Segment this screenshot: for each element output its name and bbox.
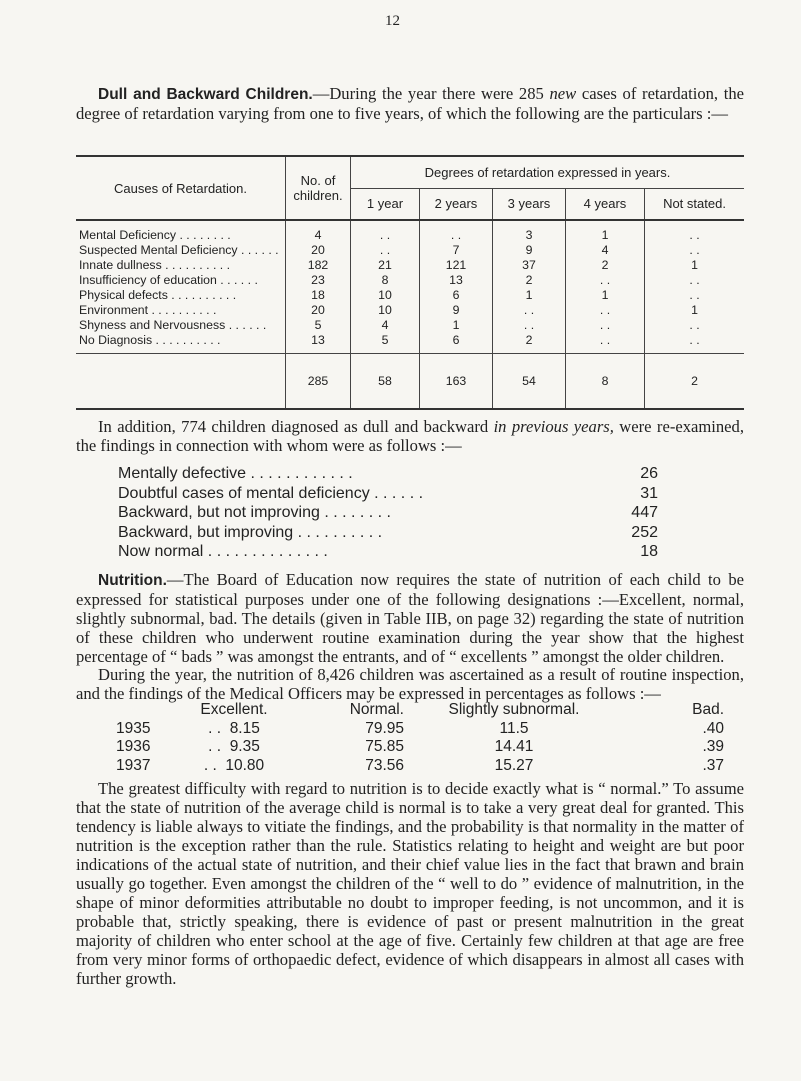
col-degrees: Degrees of retardation expressed in years. [351, 156, 745, 188]
year-header [116, 701, 179, 720]
col-number: No. of children. [286, 156, 351, 220]
row-cause: Suspected Mental Deficiency . . . . . . [79, 242, 279, 257]
list-item [118, 484, 658, 504]
row-2-years: 9 [420, 302, 493, 317]
col-4-years: 4 years [566, 188, 645, 220]
row-4-years: 1 [566, 220, 645, 242]
row-bad: .37 [702, 756, 724, 774]
row-slightly: 15.27 [494, 756, 534, 774]
row-not-stated: . . [645, 272, 745, 287]
row-3-years: 1 [493, 287, 566, 302]
finding-value: 447 [631, 504, 658, 522]
row-3-years: 37 [493, 257, 566, 272]
row-3-years: 2 [493, 272, 566, 287]
nutrition-paragraph-1 [76, 570, 744, 666]
row-2-years: 6 [420, 287, 493, 302]
row-1-year: 8 [351, 272, 420, 287]
row-dots: . . [208, 738, 222, 756]
total-number: 285 [286, 354, 351, 410]
row-normal: 79.95 [365, 719, 404, 737]
table-row [76, 317, 744, 332]
row-3-years: 3 [493, 220, 566, 242]
table-row [116, 720, 724, 739]
dull-emph: new [549, 84, 577, 103]
totals-row [76, 354, 744, 410]
row-cause: Shyness and Nervousness . . . . . . [79, 317, 267, 332]
table-row [76, 302, 744, 317]
dull-text-after: cases of retardation, the degree of retardation varying from one to five years, of which the following are the particulars :— [76, 84, 745, 123]
finding-label: Backward, but improving . . . . . . . . . . [118, 523, 383, 541]
header-slightly-subnormal: Slightly subnormal. [448, 701, 580, 718]
row-excellent [179, 720, 289, 739]
row-2-years: 6 [420, 332, 493, 354]
row-number: 23 [286, 272, 351, 287]
row-normal: 73.56 [365, 756, 404, 774]
row-cause: Mental Deficiency . . . . . . . . [79, 227, 231, 242]
finding-value: 18 [640, 543, 658, 561]
row-excellent [179, 757, 289, 776]
row-1-year: 4 [351, 317, 420, 332]
row-2-years: . . [420, 220, 493, 242]
addition-emph: in previous years, [493, 417, 614, 436]
row-1-year: 10 [351, 287, 420, 302]
row-number: 18 [286, 287, 351, 302]
total-1-year: 58 [351, 354, 420, 410]
row-excellent-value: 9.35 [229, 738, 260, 756]
row-year: 1937 [116, 756, 151, 774]
nutrition-paragraph-3: The greatest difficulty with regard to nutrition is to decide exactly what is “ normal.” To assume that the state of nutrition of the average child is normal is to take a very great deal for granted. This tendency is liable always to vitiate the findings, and the probability is that normality in the matter of nutrition is the exception rather than the rule. Statistics relating to height and weight are but poor indications of the actual state of nutrition, and their chief value lies in the fact that brawn and brain usually go together. Even amongst the children of the “ well to do ” evidence of malnutrition, in the shape of minor deformities attributable no doubt to improper feeding, is not uncommon, and it is probable that, strictly speaking, there is evidence of past or present malnutrition in the great majority of children who enter school at the age of five. Certainly few children at that age are free from very minor forms of orthopaedic defect, evidence of which disappears in almost all cases with further growth. [76, 779, 744, 988]
header-excellent: Excellent. [200, 701, 268, 718]
col-1-year: 1 year [351, 188, 420, 220]
finding-label: Backward, but not improving . . . . . . . . [118, 504, 391, 522]
row-3-years: . . [493, 317, 566, 332]
totals-label [76, 354, 286, 410]
row-dots: . . [203, 756, 217, 774]
list-item [118, 464, 658, 484]
table-row [76, 220, 744, 242]
row-4-years: 1 [566, 287, 645, 302]
col-2-years: 2 years [420, 188, 493, 220]
row-not-stated: 1 [645, 257, 745, 272]
row-2-years: 1 [420, 317, 493, 332]
table-row [76, 242, 744, 257]
total-not-stated: 2 [645, 354, 745, 410]
header-normal: Normal. [349, 701, 404, 718]
row-year: 1935 [116, 719, 151, 737]
addition-paragraph [76, 417, 744, 455]
table-row [76, 257, 744, 272]
total-4-years: 8 [566, 354, 645, 410]
row-1-year: 21 [351, 257, 420, 272]
col-not-stated: Not stated. [645, 188, 745, 220]
row-4-years: . . [566, 332, 645, 354]
finding-label: Doubtful cases of mental deficiency . . . . . . [118, 484, 424, 502]
row-not-stated: . . [645, 332, 745, 354]
row-excellent-value: 10.80 [225, 756, 265, 774]
table-row [116, 757, 724, 776]
dull-backward-heading: Dull and Backward Children. [98, 86, 313, 103]
finding-value: 252 [631, 523, 658, 541]
finding-label: Now normal . . . . . . . . . . . . . . [118, 543, 328, 561]
row-excellent-value: 8.15 [229, 719, 260, 737]
row-3-years: 9 [493, 242, 566, 257]
dull-backward-paragraph [76, 84, 744, 123]
row-not-stated: . . [645, 242, 745, 257]
addition-text-after: were re-examined, the findings in connection with whom were as follows :— [76, 417, 744, 455]
row-dots: . . [208, 719, 222, 737]
row-number: 13 [286, 332, 351, 354]
row-1-year: . . [351, 220, 420, 242]
row-2-years: 7 [420, 242, 493, 257]
nutrition-heading: Nutrition. [98, 572, 167, 589]
col-3-years: 3 years [493, 188, 566, 220]
row-1-year: 10 [351, 302, 420, 317]
row-not-stated: . . [645, 317, 745, 332]
row-number: 182 [286, 257, 351, 272]
row-3-years: 2 [493, 332, 566, 354]
row-4-years: . . [566, 302, 645, 317]
row-normal: 75.85 [365, 738, 404, 756]
row-slightly: 14.41 [494, 738, 534, 756]
col-causes: Causes of Retardation. [76, 156, 286, 220]
nutrition-paragraph-2: During the year, the nutrition of 8,426 children was ascertained as a result of routine inspection, and the findings of the Medical Officers may be expressed in percentages as follows :— [76, 665, 744, 703]
row-number: 20 [286, 302, 351, 317]
finding-value: 26 [640, 465, 658, 482]
row-1-year: . . [351, 242, 420, 257]
row-number: 5 [286, 317, 351, 332]
nutrition-percentages-table [116, 701, 724, 775]
row-cause: Physical defects . . . . . . . . . . [79, 287, 237, 302]
row-cause: Innate dullness . . . . . . . . . . [79, 257, 231, 272]
list-item [118, 542, 658, 562]
table-row [76, 332, 744, 354]
row-4-years: 4 [566, 242, 645, 257]
addition-text-before: In addition, 774 children diagnosed as dull and backward [98, 417, 494, 436]
nutrition-header-row [116, 701, 724, 720]
row-cause: Environment . . . . . . . . . . [79, 302, 217, 317]
row-not-stated: . . [645, 287, 745, 302]
total-2-years: 163 [420, 354, 493, 410]
row-2-years: 121 [420, 257, 493, 272]
row-3-years: . . [493, 302, 566, 317]
row-not-stated: 1 [645, 302, 745, 317]
total-3-years: 54 [493, 354, 566, 410]
row-4-years: 2 [566, 257, 645, 272]
row-4-years: . . [566, 272, 645, 287]
row-excellent [179, 738, 289, 757]
list-item [118, 503, 658, 523]
row-number: 20 [286, 242, 351, 257]
retardation-table [76, 155, 744, 410]
table-row [76, 287, 744, 302]
row-slightly: 11.5 [499, 719, 529, 737]
row-year: 1936 [116, 738, 151, 756]
finding-value: 31 [640, 484, 658, 502]
row-4-years: . . [566, 317, 645, 332]
row-bad: .39 [702, 738, 724, 756]
row-1-year: 5 [351, 332, 420, 354]
findings-list [118, 464, 658, 562]
nutrition-para1-text: —The Board of Education now requires the state of nutrition of each child to be expressed for statistical purposes under one of the following designations :—Excellent, normal, slightly subnormal, bad. The details (given in Table IIB, on page 32) regarding the state of nutrition of these children who underwent routine examination during the year show that the highest percentage of “ bads ” was amongst the entrants, and of “ excellents ” amongst the older children. [76, 570, 744, 666]
dull-text-before: —During the year there were 285 [312, 84, 550, 103]
row-2-years: 13 [420, 272, 493, 287]
row-cause: Insufficiency of education . . . . . . [79, 272, 258, 287]
row-not-stated: . . [645, 220, 745, 242]
table-row [76, 272, 744, 287]
list-item [118, 523, 658, 543]
header-bad: Bad. [692, 701, 724, 718]
row-number: 4 [286, 220, 351, 242]
row-cause: No Diagnosis . . . . . . . . . . [79, 332, 221, 347]
table-row [116, 738, 724, 757]
finding-label: Mentally defective . . . . . . . . . . . . [118, 465, 353, 482]
page-number: 12 [385, 13, 400, 29]
row-bad: .40 [702, 719, 724, 737]
